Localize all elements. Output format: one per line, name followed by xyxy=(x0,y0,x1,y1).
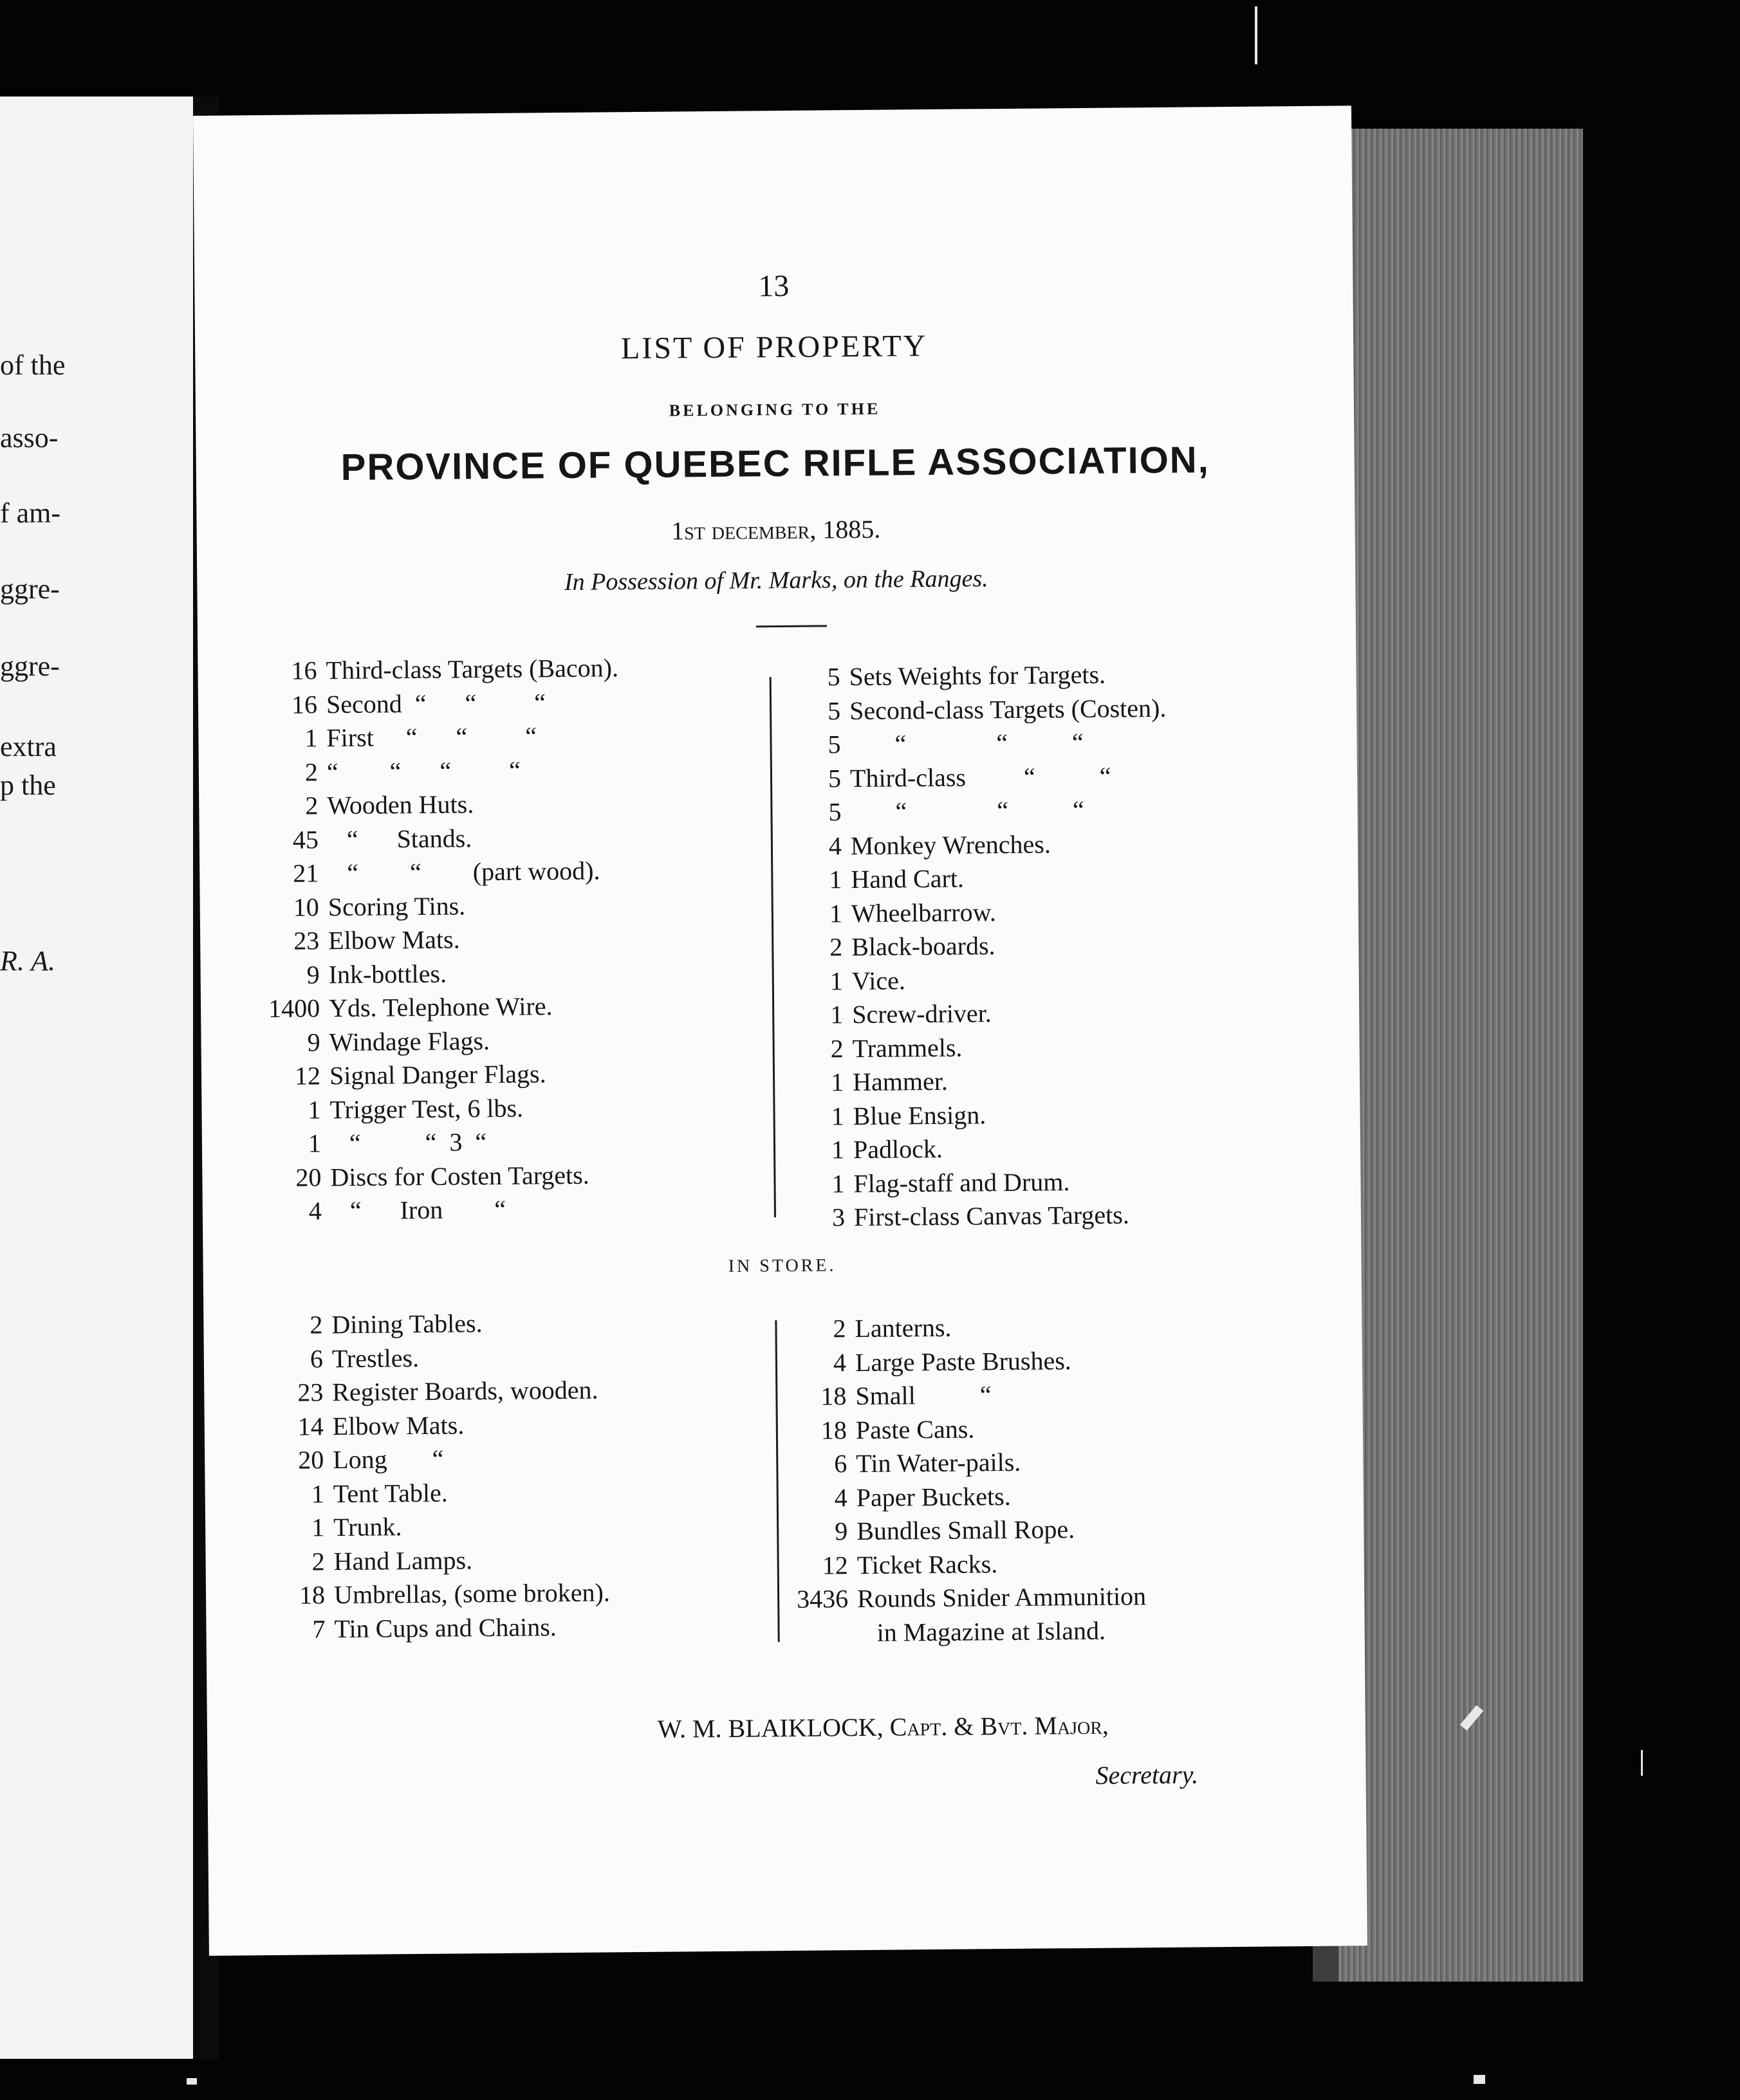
item-quantity: 5 xyxy=(827,662,840,692)
item-description: Trammels. xyxy=(852,1033,963,1063)
item-quantity: 1 xyxy=(304,723,318,753)
item-quantity: 20 xyxy=(295,1162,322,1192)
left-page-line: p the xyxy=(0,769,56,801)
item-quantity: 14 xyxy=(297,1411,324,1441)
item-quantity: 21 xyxy=(293,858,319,888)
item-description: Elbow Mats. xyxy=(332,1410,465,1441)
item-description: Trigger Test, 6 lbs. xyxy=(329,1093,524,1124)
item-quantity: 18 xyxy=(820,1415,847,1445)
item-quantity: 4 xyxy=(308,1196,322,1226)
item-quantity: 1 xyxy=(308,1094,321,1125)
list-item xyxy=(200,888,621,925)
item-description: Ink-bottles. xyxy=(328,959,447,989)
item-description: First-class Canvas Targets. xyxy=(853,1200,1130,1232)
list-item xyxy=(754,1164,1171,1201)
page-13 xyxy=(193,106,1367,1956)
item-description: Third-class Targets (Bacon). xyxy=(326,653,619,685)
item-quantity: 7 xyxy=(312,1614,326,1643)
item-description: Paper Buckets. xyxy=(856,1481,1011,1512)
item-description: Wheelbarrow. xyxy=(851,897,997,928)
item-description: Flag-staff and Drum. xyxy=(853,1166,1070,1198)
item-description: Trestles. xyxy=(331,1343,420,1373)
list-item xyxy=(757,1411,1145,1448)
item-description: Umbrellas, (some broken). xyxy=(333,1578,611,1610)
item-description: Wooden Huts. xyxy=(327,789,474,820)
list-item xyxy=(203,1305,607,1343)
item-description: Large Paste Brushes. xyxy=(855,1345,1071,1377)
item-description: Third-class “ “ xyxy=(849,761,1111,793)
item-quantity: 10 xyxy=(293,892,319,922)
item-quantity: 5 xyxy=(827,695,841,725)
item-quantity: 4 xyxy=(833,1347,847,1377)
list-item xyxy=(756,1377,1144,1414)
left-page-line: ggre- xyxy=(0,573,60,605)
list-item xyxy=(202,1158,623,1195)
item-quantity: 18 xyxy=(299,1580,326,1610)
list-item xyxy=(199,786,620,824)
list-item xyxy=(201,1056,622,1094)
list-item xyxy=(205,1475,609,1512)
list-item xyxy=(752,860,1168,898)
list-item xyxy=(202,1124,623,1161)
item-quantity: 2 xyxy=(311,1546,325,1576)
item-description: “ “ “ xyxy=(850,795,1084,827)
item-quantity: 1 xyxy=(831,1101,844,1130)
item-description: Scoring Tins. xyxy=(328,890,466,921)
item-description: Second-class Targets (Costen). xyxy=(849,693,1167,725)
item-quantity: 1 xyxy=(308,1128,322,1158)
item-description: Trunk. xyxy=(333,1512,402,1542)
item-quantity: 12 xyxy=(822,1550,848,1580)
list-item xyxy=(201,1023,622,1060)
item-description: Hand Cart. xyxy=(851,863,965,894)
book-page-edges xyxy=(1338,129,1583,1982)
list-item xyxy=(205,1542,609,1580)
item-quantity: 1 xyxy=(831,1135,845,1165)
item-description: Windage Flags. xyxy=(329,1026,490,1056)
item-description: “ Iron “ xyxy=(330,1194,506,1226)
signature-line xyxy=(658,1710,1109,1744)
item-quantity: 1 xyxy=(829,898,843,928)
list-item xyxy=(199,820,620,858)
list-item xyxy=(756,1343,1144,1381)
list-title: LIST OF PROPERTY xyxy=(620,329,928,366)
association-heading: PROVINCE OF QUEBEC RIFLE ASSOCIATION, xyxy=(340,439,1210,489)
item-quantity: 1 xyxy=(311,1513,325,1542)
item-description: “ “ “ xyxy=(849,727,1084,759)
item-quantity xyxy=(758,1616,857,1651)
item-description: Small “ xyxy=(855,1380,992,1411)
possession-note: In Possession of Mr. Marks, on the Ranges. xyxy=(564,565,988,596)
list-item xyxy=(758,1614,1146,1651)
date-line: 1st december, 1885. xyxy=(671,514,881,546)
item-quantity: 9 xyxy=(306,959,320,990)
item-description: “ “ “ “ xyxy=(326,755,521,786)
list-item xyxy=(198,719,619,756)
item-description: Second “ “ “ xyxy=(326,687,546,719)
item-quantity: 3 xyxy=(831,1202,846,1232)
list-item xyxy=(204,1373,608,1410)
item-description: Tin Water-pails. xyxy=(856,1447,1021,1478)
list-item xyxy=(750,658,1166,695)
left-page-line: ggre- xyxy=(0,650,60,682)
item-description: Ticket Racks. xyxy=(856,1549,998,1580)
item-description: Black-boards. xyxy=(851,931,995,962)
list-item xyxy=(751,759,1167,796)
item-quantity: 1 xyxy=(830,1000,844,1029)
list-item xyxy=(757,1478,1145,1516)
item-description: Elbow Mats. xyxy=(328,925,460,955)
item-quantity: 20 xyxy=(298,1445,324,1475)
list-item xyxy=(751,793,1167,830)
left-page-line: f am- xyxy=(0,497,61,529)
list-item xyxy=(753,961,1169,999)
item-quantity: 9 xyxy=(835,1516,848,1546)
item-description: Signal Danger Flags. xyxy=(329,1059,546,1091)
left-page-line: asso- xyxy=(0,422,59,454)
item-description: Blue Ensign. xyxy=(853,1100,986,1130)
item-quantity: 16 xyxy=(291,689,318,719)
list-item xyxy=(752,894,1169,931)
store-left-column xyxy=(203,1305,610,1646)
list-item xyxy=(200,955,621,993)
divider-rule xyxy=(756,625,827,627)
item-quantity: 2 xyxy=(305,791,319,820)
item-quantity: 12 xyxy=(294,1061,321,1091)
item-description: Discs for Costen Targets. xyxy=(330,1160,589,1192)
list-item xyxy=(754,1063,1170,1100)
item-quantity: 4 xyxy=(828,831,842,860)
list-item xyxy=(752,928,1169,965)
item-description: Sets Weights for Targets. xyxy=(849,659,1106,692)
list-item xyxy=(753,1029,1169,1066)
list-item xyxy=(753,995,1169,1033)
page-number: 13 xyxy=(758,268,790,304)
list-item xyxy=(205,1508,609,1545)
list-item xyxy=(754,1096,1170,1134)
item-description: Hammer. xyxy=(852,1066,949,1097)
item-quantity: 6 xyxy=(834,1449,847,1478)
left-facing-page xyxy=(0,97,193,2059)
item-description: Vice. xyxy=(851,965,906,995)
item-description: in Magazine at Island. xyxy=(857,1616,1106,1647)
item-quantity: 2 xyxy=(830,1033,844,1063)
list-item xyxy=(754,1130,1171,1168)
item-quantity: 9 xyxy=(307,1027,320,1057)
item-description: Long “ xyxy=(333,1444,444,1475)
item-quantity: 18 xyxy=(820,1381,847,1411)
item-quantity: 1 xyxy=(830,1067,844,1097)
item-description: Paste Cans. xyxy=(855,1414,975,1444)
item-description: First “ “ “ xyxy=(326,721,537,753)
item-quantity: 4 xyxy=(834,1482,847,1512)
signatory-rank: Capt. & Bvt. Major, xyxy=(889,1710,1109,1742)
list-item xyxy=(204,1340,608,1377)
ranges-right-column xyxy=(750,658,1171,1235)
list-item xyxy=(200,921,621,959)
list-item xyxy=(206,1610,610,1647)
item-quantity: 23 xyxy=(293,926,320,955)
item-quantity: 5 xyxy=(828,797,842,827)
item-description: Screw-driver. xyxy=(852,999,992,1029)
item-quantity: 2 xyxy=(310,1310,323,1340)
store-right-column xyxy=(755,1309,1146,1650)
list-item xyxy=(205,1407,609,1444)
item-quantity: 1 xyxy=(829,865,842,894)
item-quantity: 1 xyxy=(311,1478,324,1508)
list-item xyxy=(750,691,1167,728)
item-description: Lanterns. xyxy=(855,1312,952,1343)
item-quantity: 45 xyxy=(292,824,319,854)
list-item xyxy=(755,1309,1143,1347)
list-item xyxy=(201,989,622,1026)
item-description: Hand Lamps. xyxy=(333,1545,473,1576)
list-item xyxy=(757,1512,1145,1549)
item-quantity: 6 xyxy=(310,1343,324,1373)
list-item xyxy=(199,753,620,790)
list-item xyxy=(199,854,620,891)
list-item xyxy=(206,1576,610,1613)
left-page-line: R. A. xyxy=(0,945,55,977)
list-item xyxy=(758,1580,1146,1617)
item-quantity: 23 xyxy=(297,1377,324,1407)
item-quantity: 16 xyxy=(291,656,317,685)
list-item xyxy=(750,725,1167,762)
item-description: “ “ (part wood). xyxy=(328,856,600,888)
left-page-line: of the xyxy=(0,349,66,381)
item-description: Dining Tables. xyxy=(331,1309,483,1340)
list-item xyxy=(198,685,619,723)
item-description: Rounds Snider Ammunition xyxy=(856,1581,1147,1614)
signatory-title: Secretary. xyxy=(1095,1760,1199,1790)
list-item xyxy=(757,1444,1145,1482)
item-quantity: 5 xyxy=(828,763,842,793)
belonging-subtitle: BELONGING TO THE xyxy=(669,399,881,420)
list-item xyxy=(757,1546,1145,1583)
item-quantity: 2 xyxy=(304,757,319,787)
list-item xyxy=(752,826,1168,863)
list-item xyxy=(205,1441,609,1478)
item-quantity: 1 xyxy=(829,966,843,995)
item-quantity: 5 xyxy=(828,730,841,759)
list-item xyxy=(203,1192,624,1229)
item-description: Yds. Telephone Wire. xyxy=(328,991,553,1023)
list-item xyxy=(201,1091,622,1128)
item-quantity: 1 xyxy=(831,1168,845,1198)
item-description: “ “ 3 “ xyxy=(329,1127,487,1158)
item-quantity: 3436 xyxy=(796,1584,849,1614)
signatory-name: W. M. BLAIKLOCK, xyxy=(657,1712,884,1744)
item-description: Tin Cups and Chains. xyxy=(334,1612,557,1643)
item-description: Tent Table. xyxy=(333,1478,448,1508)
left-page-line: extra xyxy=(0,731,57,762)
list-item xyxy=(755,1198,1171,1235)
item-description: Padlock. xyxy=(853,1134,943,1165)
item-quantity: 2 xyxy=(829,932,843,962)
item-description: “ Stands. xyxy=(327,823,472,854)
item-quantity: 1400 xyxy=(268,993,320,1024)
in-store-heading: IN STORE. xyxy=(728,1255,837,1276)
item-description: Bundles Small Rope. xyxy=(856,1515,1075,1546)
list-item xyxy=(198,651,618,688)
item-description: Monkey Wrenches. xyxy=(850,829,1051,860)
ranges-left-column xyxy=(198,651,623,1229)
item-quantity: 2 xyxy=(833,1314,846,1343)
item-description: Register Boards, wooden. xyxy=(332,1375,598,1407)
